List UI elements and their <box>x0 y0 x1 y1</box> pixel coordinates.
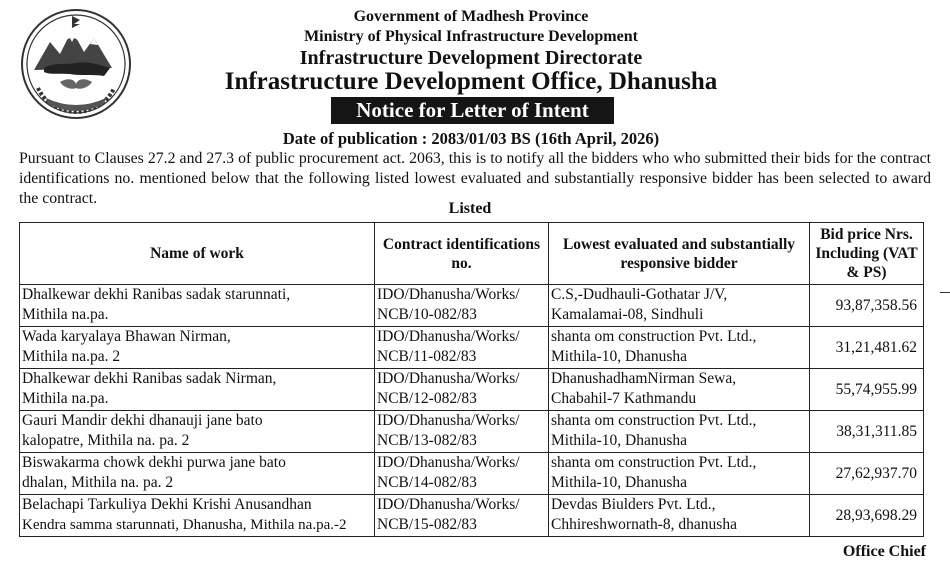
work-cell <box>20 285 375 327</box>
work-line: Dhalkewar dekhi Ranibas sadak Nirman, <box>22 370 277 387</box>
price-cell: 55,74,955.99 <box>810 369 924 411</box>
contract-cell <box>375 369 549 411</box>
table-header-row <box>20 223 924 285</box>
work-cell <box>20 411 375 453</box>
contract-line: IDO/Dhanusha/Works/ <box>377 286 520 303</box>
column-header-contract-id: Contract identifications no. <box>375 223 549 285</box>
bidder-cell <box>549 285 810 327</box>
column-header-bid-price: Bid price Nrs. Including (VAT & PS) <box>810 223 924 285</box>
bidder-line: shanta om construction Pvt. Ltd., <box>551 412 757 429</box>
contract-line: NCB/14-082/83 <box>377 474 477 491</box>
work-line: Mithila na.pa. 2 <box>22 348 121 365</box>
bidder-line: Mithila-10, Dhanusha <box>551 348 688 365</box>
contract-cell <box>375 411 549 453</box>
contract-cell <box>375 327 549 369</box>
work-line: kalopatre, Mithila na. pa. 2 <box>22 432 190 449</box>
ministry-heading: Ministry of Physical Infrastructure Development <box>304 28 638 45</box>
bidder-cell <box>549 495 810 537</box>
bidder-line: Mithila-10, Dhanusha <box>551 474 688 491</box>
contract-line: NCB/10-082/83 <box>377 306 477 323</box>
bidder-line: DhanushadhamNirman Sewa, <box>551 370 737 387</box>
work-cell <box>20 327 375 369</box>
work-line: Biswakarma chowk dekhi purwa jane bato <box>22 454 286 471</box>
bidder-line: C.S,-Dudhauli-Gothatar J/V, <box>551 286 728 303</box>
contract-line: IDO/Dhanusha/Works/ <box>377 412 520 429</box>
notice-title: Notice for Letter of Intent <box>331 97 614 124</box>
bidder-cell <box>549 453 810 495</box>
table-row <box>20 369 924 411</box>
work-line: Gauri Mandir dekhi dhanauji jane bato <box>22 412 263 429</box>
work-line: Mithila na.pa. <box>22 390 109 407</box>
bidder-line: Chhireshwornath-8, dhanusha <box>551 516 737 533</box>
bids-table <box>19 222 924 537</box>
column-header-bidder: Lowest evaluated and substantially responsive bidder <box>549 223 810 285</box>
table-row <box>20 411 924 453</box>
table-row <box>20 327 924 369</box>
table-row <box>20 285 924 327</box>
bidder-line: Chabahil-7 Kathmandu <box>551 390 697 407</box>
work-line: Mithila na.pa. <box>22 306 109 323</box>
work-line: Dhalkewar dekhi Ranibas sadak starunnati, <box>22 286 291 303</box>
contract-line: NCB/11-082/83 <box>377 348 477 365</box>
office-heading: Infrastructure Development Office, Dhanusha <box>224 68 718 95</box>
work-line: Wada karyalaya Bhawan Nirman, <box>22 328 231 345</box>
work-cell <box>20 495 375 537</box>
signature-office-chief: Office Chief <box>842 543 926 560</box>
bidder-cell <box>549 369 810 411</box>
listed-label: Listed <box>448 200 492 217</box>
price-cell: 38,31,311.85 <box>810 411 924 453</box>
work-cell <box>20 453 375 495</box>
bidder-line: shanta om construction Pvt. Ltd., <box>551 328 757 345</box>
price-cell: 27,62,937.70 <box>810 453 924 495</box>
bidder-cell <box>549 327 810 369</box>
contract-cell <box>375 285 549 327</box>
price-cell: 28,93,698.29 <box>810 495 924 537</box>
work-line: dhalan, Mithila na. pa. 2 <box>22 474 174 491</box>
contract-line: IDO/Dhanusha/Works/ <box>377 496 520 513</box>
work-line: Belachapi Tarkuliya Dekhi Krishi Anusandhan <box>22 496 312 513</box>
publication-date: Date of publication : 2083/01/03 BS (16th April, 2026) <box>282 129 660 148</box>
contract-line: NCB/12-082/83 <box>377 390 477 407</box>
notice-banner <box>331 97 614 124</box>
bidder-line: Devdas Biulders Pvt. Ltd., <box>551 496 716 513</box>
contract-line: NCB/13-082/83 <box>377 432 477 449</box>
work-line: Kendra samma starunnati, Dhanusha, Mithila na.pa.-2 <box>22 517 347 533</box>
bidder-line: Kamalamai-08, Sindhuli <box>551 306 704 323</box>
column-header-name-of-work: Name of work <box>20 223 375 285</box>
intro-paragraph: Pursuant to Clauses 27.2 and 27.3 of public procurement act. 2063, this is to notify all the bidders who who submitted their bids for the contract identifications no. mentioned below that the following listed lowest evaluated and substantially responsive bidder has been selected to award the contract. <box>19 150 931 207</box>
bidder-cell <box>549 411 810 453</box>
bidder-line: shanta om construction Pvt. Ltd., <box>551 454 757 471</box>
page-edge-mark <box>940 292 950 293</box>
contract-line: IDO/Dhanusha/Works/ <box>377 328 520 345</box>
table-row <box>20 453 924 495</box>
government-heading: Government of Madhesh Province <box>353 8 589 25</box>
price-cell: 93,87,358.56 <box>810 285 924 327</box>
table-row <box>20 495 924 537</box>
contract-line: IDO/Dhanusha/Works/ <box>377 370 520 387</box>
contract-cell <box>375 495 549 537</box>
directorate-heading: Infrastructure Development Directorate <box>299 47 643 69</box>
price-cell: 31,21,481.62 <box>810 327 924 369</box>
work-cell <box>20 369 375 411</box>
bidder-line: Mithila-10, Dhanusha <box>551 432 688 449</box>
contract-line: IDO/Dhanusha/Works/ <box>377 454 520 471</box>
nepal-emblem-icon <box>20 8 132 120</box>
contract-cell <box>375 453 549 495</box>
contract-line: NCB/15-082/83 <box>377 516 477 533</box>
